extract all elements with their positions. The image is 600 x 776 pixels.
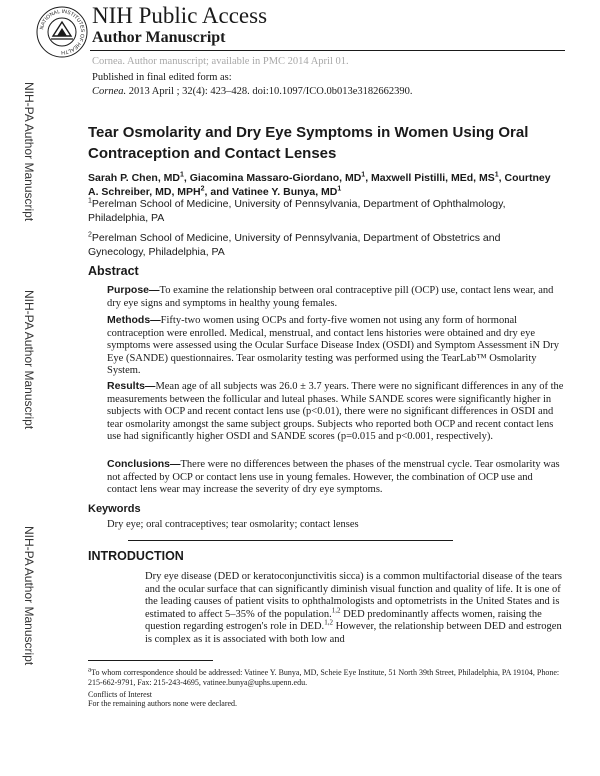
author: Giacomina Massaro-Giordano, MD <box>189 172 362 184</box>
abstract-methods: Methods—Fifty-two women using OCPs and forty-five women not using any form of hormonal contraception were enrolled. Medical, menstrual, and contact lens histories were obtained and dry eye symptoms were assessed using the Ocular Surface Disease Index (OSDI) and Symptom Assessment iN Dry Eye (SANDE) questionnaires. Tear osmolarity testing was performed using the TearLab™ Osmolarity System. <box>107 314 560 377</box>
abstract-conclusions: Conclusions—There were no differences between the phases of the menstrual cycle. Tear osmolarity was not affected by OCP or contact lens use in young females. However, the combination of OCP use and contact lens wear may increase the severity of dry eye symptoms. <box>107 458 560 496</box>
abstract-results: Results—Mean age of all subjects was 26.0 ± 3.7 years. There were no significant differences in any of the measurements between the follicular and luteal phases. While SANDE scores were significantly higher in subjects with OCP and recent contact lens use (p<0.01), there were no significant differences in OSDI and tear osmolarity amongst the same subject groups. Subjects who reported both OCP and recent contact lens use had significantly higher OSDI and SANDE scores (p=0.015 and p<0.001, respectively). <box>107 380 564 443</box>
author: Courtney A. Schreiber, MD, MPH <box>88 172 551 198</box>
article-title: Tear Osmolarity and Dry Eye Symptoms in Women Using Oral Contraception and Contact Lenses <box>88 124 529 162</box>
conflicts-statement: For the remaining authors none were declared. <box>88 699 238 708</box>
author-list: Sarah P. Chen, $MD^1$, Giacomina Massaro-Giordano, $MD^1$, Maxwell Pistilli, MEd, $MS^1$, Courtney A. Schreiber, MD, MPH$^2$, and Vatinee Y. Bunya, $MD^1$ <box>88 171 551 198</box>
published-label: Published in final edited form as: <box>92 72 232 83</box>
header-title: NIH Public Access <box>92 3 268 28</box>
abstract-heading: Abstract <box>88 264 139 278</box>
svg-text:NATIONAL INSTITUTES OF HEALTH: NATIONAL INSTITUTES OF HEALTH <box>39 8 86 56</box>
introduction-paragraph: Dry eye disease (DED or keratoconjunctivitis sicca) is a common multifactorial disease of the tears and the ocular surface that can significantly diminish visual function and quality of life. It is one of the leading causes of patient visits to ophthalmologists and optometrists in the United States and is estimated to affect 5–35% of the population.$^{1,2}$ DED predominantly affects women, raising the question regarding estrogen's role in DED.$^{1,2}$ However, the relationship between DED and estrogen is complex as it is associated with both low and <box>145 571 562 645</box>
nih-seal-logo <box>36 6 88 58</box>
sidebar-watermark: NIH-PA Author Manuscript <box>22 526 36 666</box>
journal-name: Cornea. <box>92 86 127 97</box>
introduction-heading: INTRODUCTION <box>88 549 184 563</box>
keywords-heading: Keywords <box>88 503 141 515</box>
correspondence-footnote: $^a$To whom correspondence should be addressed: Vatinee Y. Bunya, MD, Scheie Eye Institute, 51 North 39th Street, Philadelphia, PA 19104, Phone: 215-662-9791, Fax: 215-243-4695, vatinee.bunya@uphs.upenn.edu. <box>88 665 560 687</box>
citation <box>92 86 413 97</box>
keywords-list: Dry eye; oral contraceptives; tear osmolarity; contact lenses <box>107 519 359 530</box>
affiliation: $^1$Perelman School of Medicine, University of Pennsylvania, Department of Ophthalmology, Philadelphia, PA <box>88 197 506 224</box>
citation-details: 2013 April ; 32(4): 423–428. doi:10.1097/ICO.0b013e3182662390. <box>128 86 413 97</box>
conflicts-heading: Conflicts of Interest <box>88 690 152 699</box>
author: Maxwell Pistilli, MEd, MS <box>371 172 495 184</box>
footnote-divider <box>88 660 213 661</box>
header-divider <box>90 50 565 51</box>
sidebar-watermark: NIH-PA Author Manuscript <box>22 290 36 430</box>
author: Vatinee Y. Bunya, MD <box>231 185 338 198</box>
availability-note: Cornea. Author manuscript; available in PMC 2014 April 01. <box>92 56 349 67</box>
section-divider <box>128 540 453 541</box>
header-subtitle: Author Manuscript <box>92 29 226 46</box>
abstract-purpose: Purpose—To examine the relationship between oral contraceptive pill (OCP) use, contact lens wear, and dry eye signs and symptoms in healthy young females. <box>107 284 554 309</box>
sidebar-watermark: NIH-PA Author Manuscript <box>22 82 36 222</box>
affiliation: $^2$Perelman School of Medicine, University of Pennsylvania, Department of Obstetrics and Gynecology, Philadelphia, PA <box>88 231 501 258</box>
author: Sarah P. Chen, MD <box>88 172 180 184</box>
